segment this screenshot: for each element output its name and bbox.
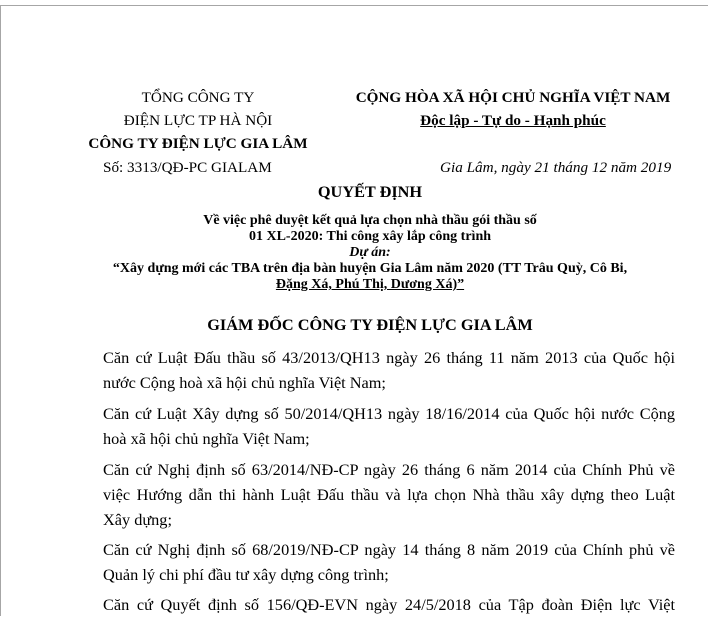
- doc-number: Số: 3313/QĐ-PC GIALAM: [103, 159, 272, 176]
- national-motto: Độc lập - Tự do - Hạnh phúc: [420, 112, 606, 129]
- paragraph-line: Quản lý chi phí đầu tư xây dựng công trình;: [103, 565, 389, 584]
- project-line1: “Xây dựng mới các TBA trên địa bàn huyện Gia Lâm năm 2020 (TT Trâu Quỳ, Cô Bi,: [112, 261, 628, 276]
- paragraph-line: Căn cứ Quyết định số 156/QĐ-EVN ngày 24/5/2018 của Tập đoàn Điện lực Việt: [103, 595, 675, 614]
- legal-basis-paragraph-1: [103, 345, 675, 395]
- legal-basis-paragraph-3: [103, 457, 675, 532]
- document-title: QUYẾT ĐỊNH: [317, 182, 423, 201]
- org-name: CÔNG TY ĐIỆN LỰC GIA LÂM: [88, 135, 308, 152]
- subject-line2: 01 XL-2020: Thi công xây lắp công trình: [248, 229, 492, 244]
- subject-line1: Về việc phê duyệt kết quả lựa chọn nhà thầu gói thầu số: [203, 213, 537, 228]
- place-date: Gia Lâm, ngày 21 tháng 12 năm 2019: [440, 159, 672, 176]
- project-label: Dự án:: [349, 245, 391, 260]
- page-top-edge: [0, 0, 708, 6]
- paragraph-line: hoà xã hội chủ nghĩa Việt Nam;: [103, 429, 310, 448]
- legal-basis-paragraph-4: [103, 537, 675, 587]
- paragraph-line: Căn cứ Nghị định số 68/2019/NĐ-CP ngày 14 tháng 8 năm 2019 của Chính phủ về: [103, 540, 675, 559]
- paragraph-line: Căn cứ Luật Đấu thầu số 43/2013/QH13 ngày 26 tháng 11 năm 2013 của Quốc hội: [103, 348, 675, 367]
- legal-basis-paragraph-5: [103, 592, 675, 617]
- country-name: CỘNG HÒA XÃ HỘI CHỦ NGHĨA VIỆT NAM: [355, 89, 671, 106]
- legal-basis-paragraph-2: [103, 401, 675, 451]
- org-parent-line2: ĐIỆN LỰC TP HÀ NỘI: [123, 112, 273, 129]
- project-line2: [150, 276, 590, 293]
- paragraph-line: Xây dựng;: [103, 510, 172, 529]
- paragraph-line: việc Hướng dẫn thi hành Luật Đấu thầu và lựa chọn Nhà thầu xây dựng theo Luật: [103, 485, 675, 504]
- page-left-edge: [0, 5, 1, 616]
- paragraph-line: Căn cứ Luật Xây dựng số 50/2014/QH13 ngày 18/16/2014 của Quốc hội nước Cộng: [103, 404, 675, 423]
- authority-heading: GIÁM ĐỐC CÔNG TY ĐIỆN LỰC GIA LÂM: [207, 315, 533, 334]
- paragraph-line: Căn cứ Nghị định số 63/2014/NĐ-CP ngày 26 tháng 6 năm 2014 của Chính Phủ về: [103, 460, 675, 479]
- project-line2-text: Đặng Xá, Phú Thị, Dương Xá)”: [275, 277, 465, 292]
- paragraph-line: nước Cộng hoà xã hội chủ nghĩa Việt Nam;: [103, 373, 386, 392]
- org-parent-line1: TỔNG CÔNG TY: [141, 89, 255, 106]
